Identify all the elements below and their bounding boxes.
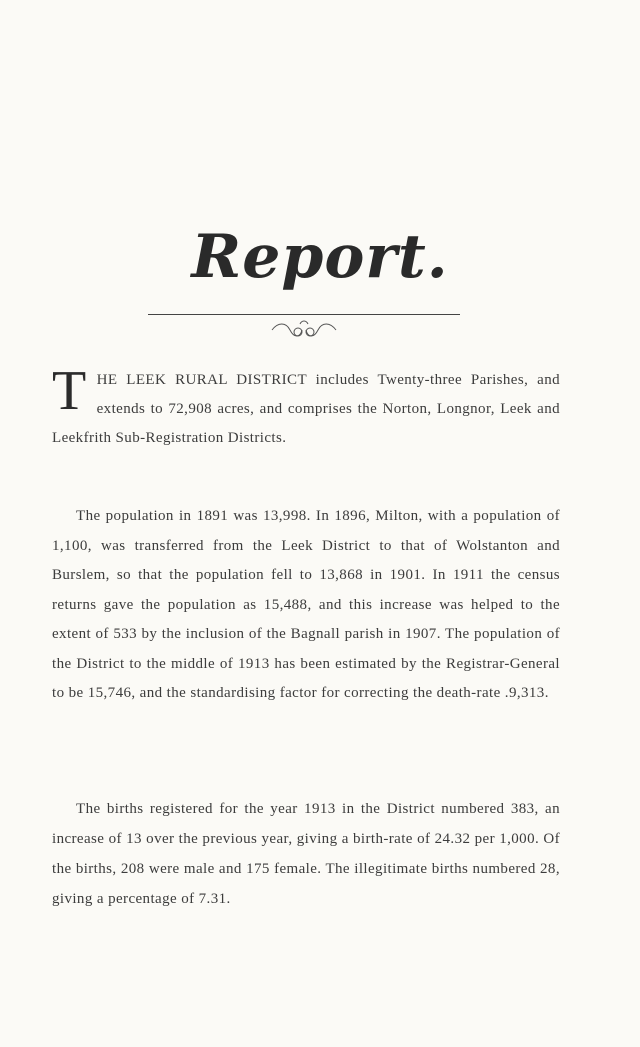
paragraph-births: The births registered for the year 1913 in the District numbered 383, an increase of 13 over the previous year, giving a birth-rate of 24.32 per 1,000. Of the births, 208 were male and 175 female. The illegitimate births numbered 28, giving a percentage of 7.31. [52,801,560,907]
paragraph-district-overview-text: HE LEEK RURAL DISTRICT includes Twenty-three Parishes, and extends to 72,908 acres, and comprises the Norton, Longnor, Leek and Leekfrith Sub-Registration Districts. [52,372,560,446]
report-heading: Report. [191,222,449,292]
paragraph-district-overview [52,360,560,453]
flourish-ornament-icon [268,318,340,342]
heading-rule [148,314,460,315]
drop-cap-letter: T [52,360,87,422]
paragraph-population: The population in 1891 was 13,998. In 1896, Milton, with a population of 1,100, was transferred from the Leek District to that of Wolstanton and Burslem, so that the population fell to 13,868 in 1901. In 1911 the census returns gave the population as 15,488, and this increase was helped to the extent of 533 by the inclusion of the Bagnall parish in 1907. The population of the District to the middle of 1913 has been estimated by the Registrar-General to be 15,746, and the standardising factor for correcting the death-rate .9,313. [52,508,560,701]
